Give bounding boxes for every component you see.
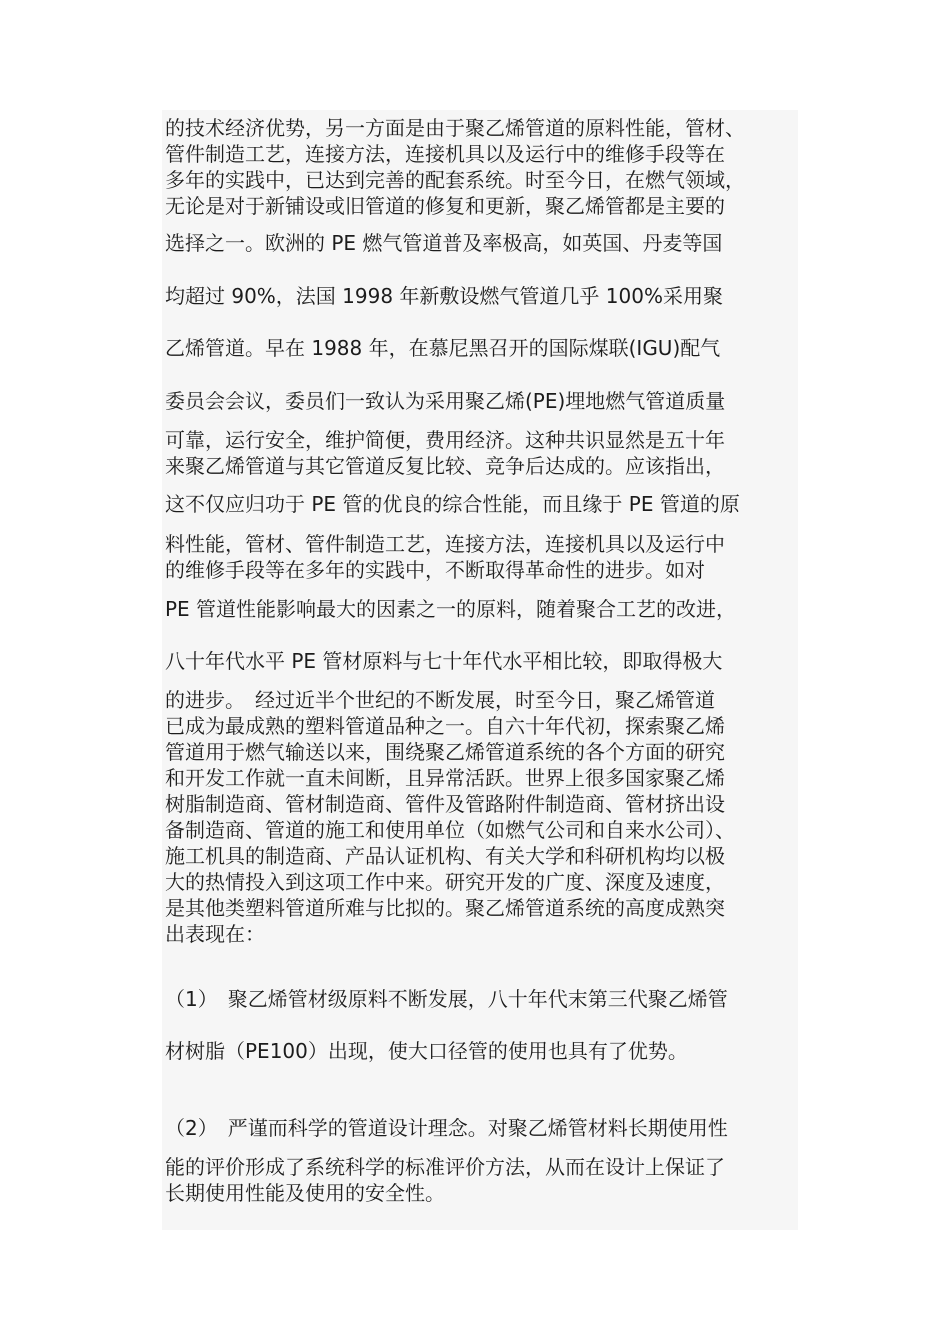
text-line: 的进步。 经过近半个世纪的不断发展，时至今日，聚乙烯管道 <box>165 688 715 712</box>
text-line: 已成为最成熟的塑料管道品种之一。自六十年代初，探索聚乙烯 <box>165 714 725 738</box>
list-item-2: （2） 严谨而科学的管道设计理念。对聚乙烯管材料长期使用性 <box>165 1116 728 1140</box>
text-line: 备制造商、管道的施工和使用单位（如燃气公司和自来水公司）、 <box>165 818 735 842</box>
text-line: 出表现在： <box>165 922 265 946</box>
text-line: 大的热情投入到这项工作中来。研究开发的广度、深度及速度， <box>165 870 725 894</box>
list-item-2-cont: 能的评价形成了系统科学的标准评价方法，从而在设计上保证了 <box>165 1155 725 1179</box>
text-line: 可靠，运行安全，维护简便，费用经济。这种共识显然是五十年 <box>165 428 725 452</box>
text-line: 管件制造工艺，连接方法，连接机具以及运行中的维修手段等在 <box>165 142 725 166</box>
text-line: 选择之一。欧洲的 PE 燃气管道普及率极高，如英国、丹麦等国 <box>165 231 723 255</box>
list-item-1-cont: 材树脂（PE100）出现，使大口径管的使用也具有了优势。 <box>165 1039 688 1063</box>
text-line: 乙烯管道。早在 1988 年，在慕尼黑召开的国际煤联(IGU)配气 <box>165 336 721 360</box>
text-line: 和开发工作就一直未间断，且异常活跃。世界上很多国家聚乙烯 <box>165 766 725 790</box>
text-line: 这不仅应归功于 PE 管的优良的综合性能，而且缘于 PE 管道的原 <box>165 492 740 516</box>
text-line: 来聚乙烯管道与其它管道反复比较、竞争后达成的。应该指出， <box>165 454 725 478</box>
text-line: 是其他类塑料管道所难与比拟的。聚乙烯管道系统的高度成熟突 <box>165 896 725 920</box>
text-line: 多年的实践中，已达到完善的配套系统。时至今日，在燃气领域， <box>165 168 745 192</box>
text-line: 八十年代水平 PE 管材原料与七十年代水平相比较，即取得极大 <box>165 649 723 673</box>
text-line: 管道用于燃气输送以来，围绕聚乙烯管道系统的各个方面的研究 <box>165 740 725 764</box>
text-line: 均超过 90%，法国 1998 年新敷设燃气管道几乎 100%采用聚 <box>165 284 723 308</box>
text-line: 无论是对于新铺设或旧管道的修复和更新，聚乙烯管都是主要的 <box>165 194 725 218</box>
text-line: 委员会会议，委员们一致认为采用聚乙烯(PE)埋地燃气管道质量 <box>165 389 726 413</box>
text-line: 的维修手段等在多年的实践中，不断取得革命性的进步。如对 <box>165 558 705 582</box>
text-line: 树脂制造商、管材制造商、管件及管路附件制造商、管材挤出设 <box>165 792 725 816</box>
text-line: 料性能，管材、管件制造工艺，连接方法，连接机具以及运行中 <box>165 532 725 556</box>
text-line: 的技术经济优势，另一方面是由于聚乙烯管道的原料性能，管材、 <box>165 116 745 140</box>
text-line: 施工机具的制造商、产品认证机构、有关大学和科研机构均以极 <box>165 844 725 868</box>
list-item-1: （1） 聚乙烯管材级原料不断发展，八十年代末第三代聚乙烯管 <box>165 987 728 1011</box>
list-item-2-cont: 长期使用性能及使用的安全性。 <box>165 1181 445 1205</box>
text-line: PE 管道性能影响最大的因素之一的原料，随着聚合工艺的改进， <box>165 597 737 621</box>
